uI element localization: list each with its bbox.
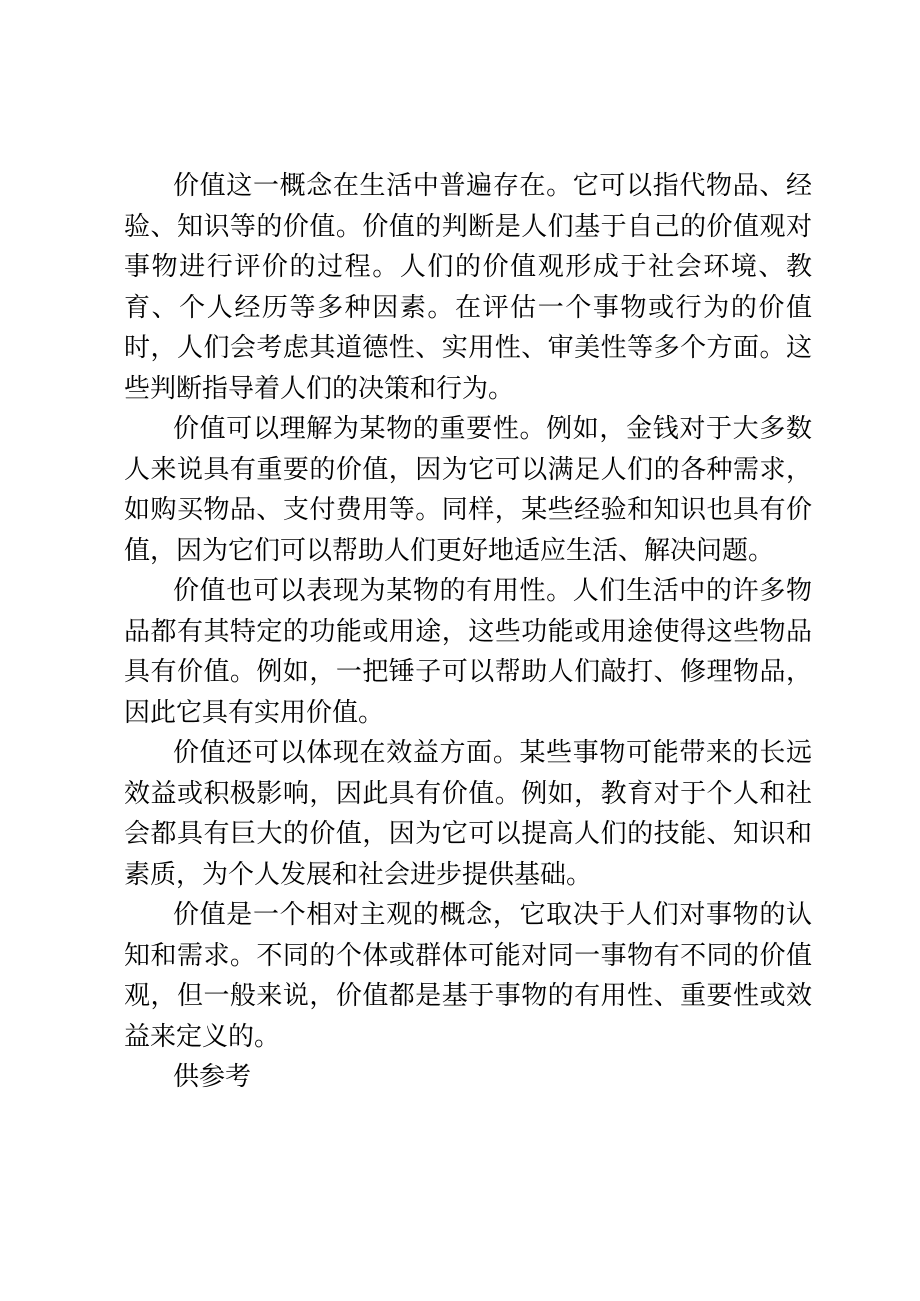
- paragraph-4: 价值还可以体现在效益方面。某些事物可能带来的长远效益或积极影响，因此具有价值。例如，教育对于个人和社会都具有巨大的价值，因为它可以提高人们的技能、知识和素质，为个人发展和社会进步提供基础。: [124, 738, 812, 890]
- document-body: [124, 166, 812, 1098]
- paragraph-2: 价值可以理解为某物的重要性。例如，金钱对于大多数人来说具有重要的价值，因为它可以满足人们的各种需求，如购买物品、支付费用等。同样，某些经验和知识也具有价值，因为它们可以帮助人们更好地适应生活、解决问题。: [124, 414, 812, 566]
- paragraph-1: 价值这一概念在生活中普遍存在。它可以指代物品、经验、知识等的价值。价值的判断是人们基于自己的价值观对事物进行评价的过程。人们的价值观形成于社会环境、教育、个人经历等多种因素。在评估一个事物或行为的价值时，人们会考虑其道德性、实用性、审美性等多个方面。这些判断指导着人们的决策和行为。: [124, 171, 812, 404]
- paragraph-5: 价值是一个相对主观的概念，它取决于人们对事物的认知和需求。不同的个体或群体可能对同一事物有不同的价值观，但一般来说，价值都是基于事物的有用性、重要性或效益来定义的。: [124, 900, 812, 1052]
- paragraph-3: 价值也可以表现为某物的有用性。人们生活中的许多物品都有其特定的功能或用途，这些功能或用途使得这些物品具有价值。例如，一把锤子可以帮助人们敲打、修理物品，因此它具有实用价值。: [124, 576, 812, 728]
- footer-note: 供参考: [173, 1062, 252, 1092]
